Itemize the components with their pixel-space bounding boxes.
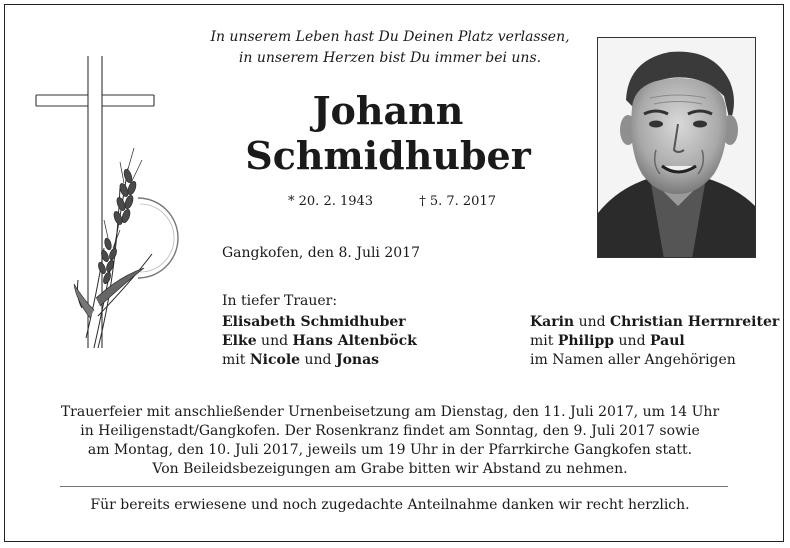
mourner-name: Hans Altenböck bbox=[292, 333, 417, 349]
mourner-name: Jonas bbox=[335, 352, 380, 368]
life-dates bbox=[288, 194, 496, 209]
connector-text: und bbox=[614, 333, 650, 349]
mourner-line bbox=[530, 313, 779, 332]
thanks-line: Für bereits erwiesene und noch zugedachte Anteilnahme danken wir recht herzlich. bbox=[90, 497, 690, 513]
portrait-photo bbox=[597, 37, 756, 258]
notice-line-2: in Heiligenstadt/Gangkofen. Der Rosenkranz findet am Sonntag, den 9. Juli 2017 sowie bbox=[80, 423, 700, 439]
mourner-name: Philipp bbox=[557, 333, 615, 349]
place-date: Gangkofen, den 8. Juli 2017 bbox=[222, 245, 420, 261]
mourner-line bbox=[222, 332, 417, 351]
mourner-name: Nicole bbox=[249, 352, 301, 368]
divider bbox=[60, 486, 728, 487]
connector-text: und bbox=[300, 352, 336, 368]
mourner-line bbox=[222, 351, 417, 370]
connector-text: mit bbox=[222, 352, 250, 368]
mourner-name: Elisabeth Schmidhuber bbox=[222, 314, 406, 330]
mourner-name: Elke bbox=[222, 333, 257, 349]
mourners-right bbox=[530, 313, 779, 370]
mourner-name: Christian Herrnreiter bbox=[610, 314, 780, 330]
birth-date: * 20. 2. 1943 bbox=[288, 194, 374, 209]
deceased-name bbox=[228, 88, 548, 178]
notice-line-3: am Montag, den 10. Juli 2017, jeweils um 19 Uhr in der Pfarrkirche Gangkofen statt. bbox=[87, 442, 693, 458]
notice-line-4: Von Beileidsbezeigungen am Grabe bitten wir Abstand zu nehmen. bbox=[152, 461, 628, 477]
cross-icon bbox=[36, 56, 154, 348]
motto bbox=[200, 27, 580, 69]
mourner-line bbox=[530, 332, 779, 351]
notice-line-1: Trauerfeier mit anschließender Urnenbeisetzung am Dienstag, den 11. Juli 2017, um 14 Uhr bbox=[60, 404, 720, 420]
wheat-icon bbox=[74, 148, 152, 348]
cross-wheat-illustration bbox=[24, 48, 184, 358]
funeral-notice bbox=[40, 403, 740, 479]
mourner-line bbox=[222, 313, 417, 332]
last-name: Schmidhuber bbox=[245, 133, 531, 178]
mourner-name: Karin bbox=[530, 314, 575, 330]
connector-text: und bbox=[574, 314, 611, 330]
connector-text: mit bbox=[530, 333, 558, 349]
motto-line-2: in unserem Herzen bist Du immer bei uns. bbox=[238, 50, 542, 66]
mourner-name: Paul bbox=[650, 333, 685, 349]
mourners-heading: In tiefer Trauer: bbox=[222, 293, 338, 309]
first-name: Johann bbox=[312, 88, 464, 133]
sun-icon bbox=[138, 198, 178, 278]
death-date: † 5. 7. 2017 bbox=[419, 194, 496, 209]
mourners-left bbox=[222, 313, 417, 370]
motto-line-1: In unserem Leben hast Du Deinen Platz verlassen, bbox=[210, 29, 570, 45]
mourner-line: im Namen aller Angehörigen bbox=[530, 352, 736, 368]
connector-text: und bbox=[256, 333, 293, 349]
